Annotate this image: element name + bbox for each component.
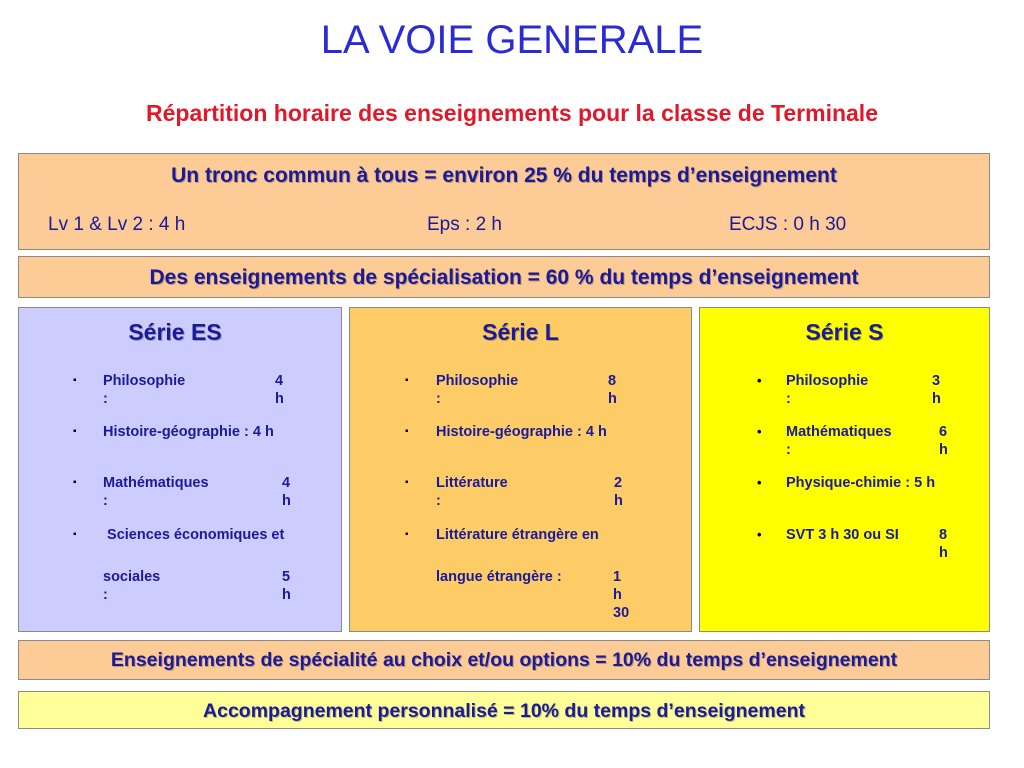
accompagnement-box xyxy=(18,691,990,729)
tronc-commun-heading: Un tronc commun à tous = environ 25 % du temps d’enseignement xyxy=(171,164,837,187)
dot-bullet-icon: • xyxy=(757,475,762,490)
specialisation-box xyxy=(18,256,990,298)
dot-bullet-icon: • xyxy=(757,373,762,388)
serie-es-title: Série ES xyxy=(128,319,222,345)
serie-s-column: Série S • Philosophie : 3 h • Mathématiques : 6 h • Physique-chimie : 5 h • SVT 3 h 30 ou SI 8 h xyxy=(699,307,990,632)
specialisation-heading: Des enseignements de spécialisation = 60 % du temps d’enseignement xyxy=(149,266,859,289)
square-bullet-icon: ▪ xyxy=(73,477,77,488)
tronc-commun-box xyxy=(18,153,990,250)
serie-l-title: Série L xyxy=(482,319,559,345)
serie-l-column: Série L ▪ Philosophie : 8 h ▪ Histoire-géographie : 4 h ▪ Littérature : 2 h ▪ Littérature étrangère en langue étrangère : 1 h 30 xyxy=(349,307,692,632)
serie-es-column: Série ES ▪ Philosophie : 4 h ▪ Histoire-géographie : 4 h ▪ Mathématiques : 4 h ▪ Sciences économiques et sociales : 5 h xyxy=(18,307,342,632)
square-bullet-icon: ▪ xyxy=(73,529,77,540)
page-title: LA VOIE GENERALE xyxy=(320,18,704,62)
square-bullet-icon: ▪ xyxy=(73,375,77,386)
tronc-item-ecjs: ECJS : 0 h 30 xyxy=(729,214,847,235)
square-bullet-icon: ▪ xyxy=(405,426,409,437)
dot-bullet-icon: • xyxy=(757,424,762,439)
square-bullet-icon: ▪ xyxy=(405,477,409,488)
square-bullet-icon: ▪ xyxy=(73,426,77,437)
tronc-item-eps: Eps : 2 h xyxy=(427,214,502,235)
specialite-choix-box xyxy=(18,640,990,680)
accompagnement-heading: Accompagnement personnalisé = 10% du temps d’enseignement xyxy=(203,700,805,722)
tronc-item-langues: Lv 1 & Lv 2 : 4 h xyxy=(48,214,186,235)
square-bullet-icon: ▪ xyxy=(405,375,409,386)
square-bullet-icon: ▪ xyxy=(405,529,409,540)
page-subtitle: Répartition horaire des enseignements pour la classe de Terminale xyxy=(146,100,878,126)
specialite-choix-heading: Enseignements de spécialité au choix et/ou options = 10% du temps d’enseignement xyxy=(110,649,898,671)
serie-s-title: Série S xyxy=(805,319,884,345)
dot-bullet-icon: • xyxy=(757,527,762,542)
